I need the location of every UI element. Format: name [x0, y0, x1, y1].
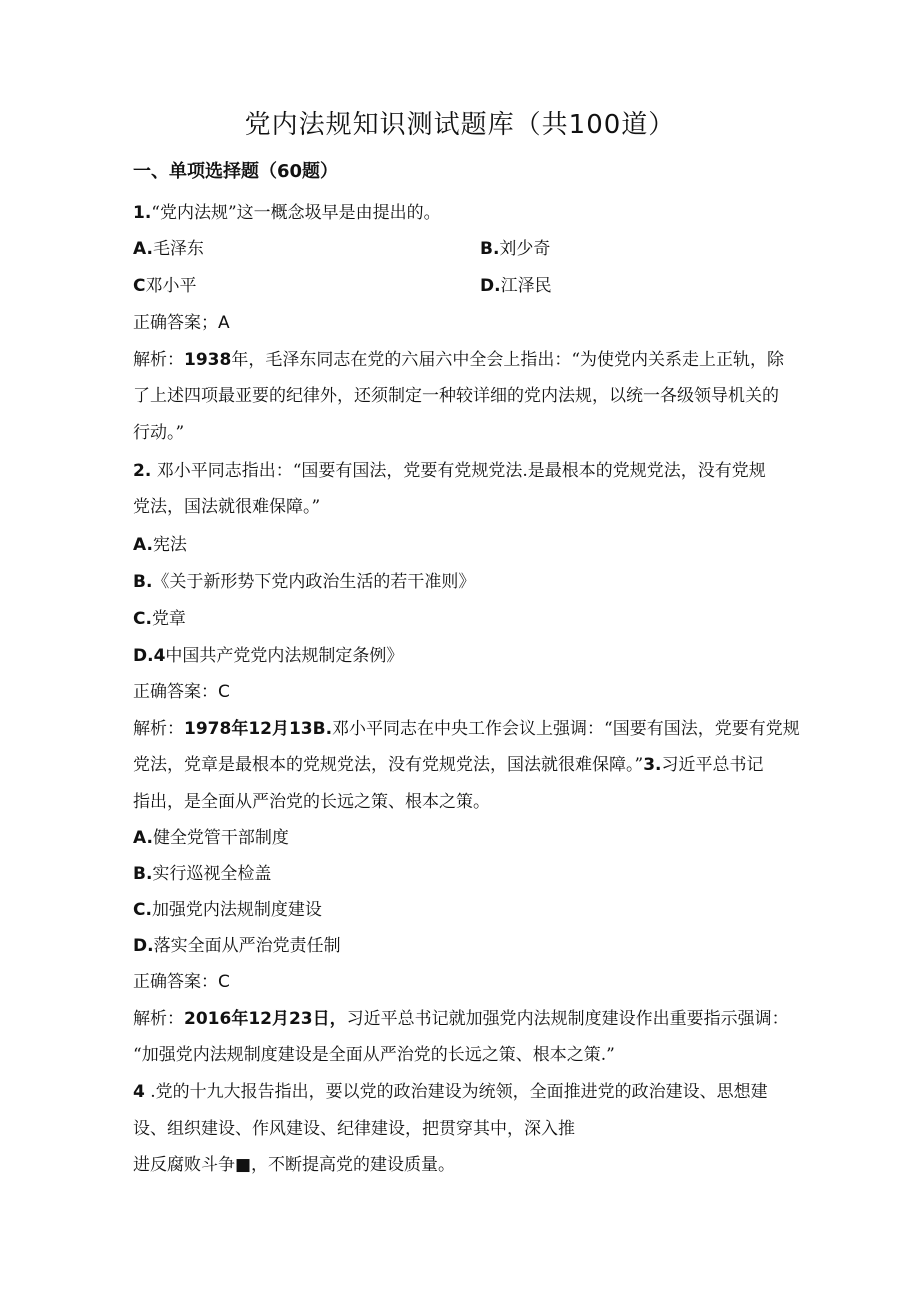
option-key: A.	[133, 239, 153, 259]
option-key: C.	[133, 609, 152, 629]
question-text: 邓小平同志指出：“国要有国法，党要有党规党法.是最根本的党规党法，没有党规	[156, 461, 766, 481]
option-key: B.	[480, 239, 500, 259]
question-4-line-2: 设、组织建设、作风建设、纪律建设，把贯穿其中，深入推	[133, 1119, 575, 1139]
explanation-date: 1978年12月13B.	[184, 719, 333, 739]
option-key: A.	[133, 828, 153, 848]
q1-explanation-line-3: 行动。”	[133, 423, 185, 443]
option-text: 宪法	[152, 535, 187, 555]
q1-option-a	[133, 237, 204, 261]
explanation-prefix: 解析：	[133, 350, 184, 370]
option-key: C	[133, 276, 146, 296]
question-3-text-start: 习近平总书记	[661, 755, 764, 775]
q3-explanation-line-1	[133, 1007, 789, 1031]
question-number: 4	[133, 1082, 145, 1102]
q1-option-c	[133, 274, 196, 298]
option-key: D.4	[133, 646, 166, 666]
q3-answer: 正确答案：C	[133, 972, 230, 992]
q2-option-d	[133, 644, 403, 668]
question-1	[133, 201, 441, 225]
explanation-prefix: 解析：	[133, 1009, 184, 1029]
option-key: B.	[133, 864, 153, 884]
question-2	[133, 459, 766, 483]
question-3-line-2: 指出，是全面从严治党的长远之策、根本之策。	[133, 792, 490, 812]
q3-explanation-line-2: “加强党内法规制度建设是全面从严治党的长远之策、根本之策.”	[133, 1045, 615, 1065]
explanation-text: 邓小平同志在中央工作会议上强调：“国要有国法，党要有党规	[332, 719, 800, 739]
option-text: 实行巡视全检盖	[152, 864, 272, 884]
explanation-prefix: 解析：	[133, 719, 184, 739]
q1-answer: 正确答案；A	[133, 313, 230, 333]
question-2-line-2: 党法，国法就很难保障。”	[133, 497, 321, 517]
q1-option-d	[480, 274, 552, 298]
option-key: A.	[133, 535, 153, 555]
option-text: 《关于新形势下党内政治生活的若干准则》	[152, 572, 476, 592]
question-3-number: 3.	[643, 755, 662, 775]
question-4	[133, 1080, 768, 1104]
question-number: 2.	[133, 461, 152, 481]
option-text: 邓小平	[145, 276, 197, 296]
q1-option-b	[480, 237, 550, 261]
q2-answer: 正确答案：C	[133, 682, 230, 702]
q1-explanation-line-2: 了上述四项最亚要的纪律外，还须制定一种较详细的党内法规，以统一各级领导机关的	[133, 386, 779, 406]
option-key: D.	[480, 276, 501, 296]
q3-option-c	[133, 898, 322, 922]
explanation-text: 习近平总书记就加强党内法规制度建设作出重要指示强调：	[346, 1009, 789, 1029]
option-key: D.	[133, 936, 154, 956]
option-text: 落实全面从严治党责任制	[153, 936, 341, 956]
explanation-text: 党法，党章是最根本的党规党法，没有党规党法，国法就很难保障。”	[133, 755, 644, 775]
q2-option-a	[133, 533, 187, 557]
q2-option-c	[133, 607, 186, 631]
q3-option-b	[133, 862, 271, 886]
q2-explanation-line-1	[133, 717, 800, 741]
option-key: B.	[133, 572, 153, 592]
q2-explanation-line-2	[133, 753, 764, 777]
option-text: 加强党内法规制度建设	[151, 900, 322, 920]
q3-option-d	[133, 934, 341, 958]
question-text: “党内法规”这一概念圾早是由提出的。	[151, 203, 441, 223]
explanation-year: 1938	[184, 350, 232, 370]
question-text: .党的十九大报告指出，要以党的政治建设为统领，全面推进党的政治建设、思想建	[144, 1082, 768, 1102]
option-text: 中国共产党党内法规制定条例》	[165, 646, 404, 666]
section-heading: 一、单项选择题（60题）	[133, 161, 339, 182]
q3-option-a	[133, 826, 289, 850]
page-title: 党内法规知识测试题库（共100道）	[244, 110, 676, 140]
option-key: C.	[133, 900, 152, 920]
q2-option-b	[133, 570, 475, 594]
option-text: 党章	[151, 609, 186, 629]
explanation-text: 年，毛泽东同志在党的六届六中全会上指出：“为使党内关系走上正轨，除	[231, 350, 785, 370]
option-text: 江泽民	[500, 276, 552, 296]
question-4-line-3: 进反腐败斗争■，不断提高党的建设质量。	[133, 1155, 456, 1175]
question-number: 1.	[133, 203, 152, 223]
explanation-date: 2016年12月23日，	[184, 1009, 347, 1029]
option-text: 刘少奇	[499, 239, 551, 259]
option-text: 健全党管干部制度	[152, 828, 289, 848]
q1-explanation-line-1	[133, 348, 784, 372]
option-text: 毛泽东	[152, 239, 204, 259]
